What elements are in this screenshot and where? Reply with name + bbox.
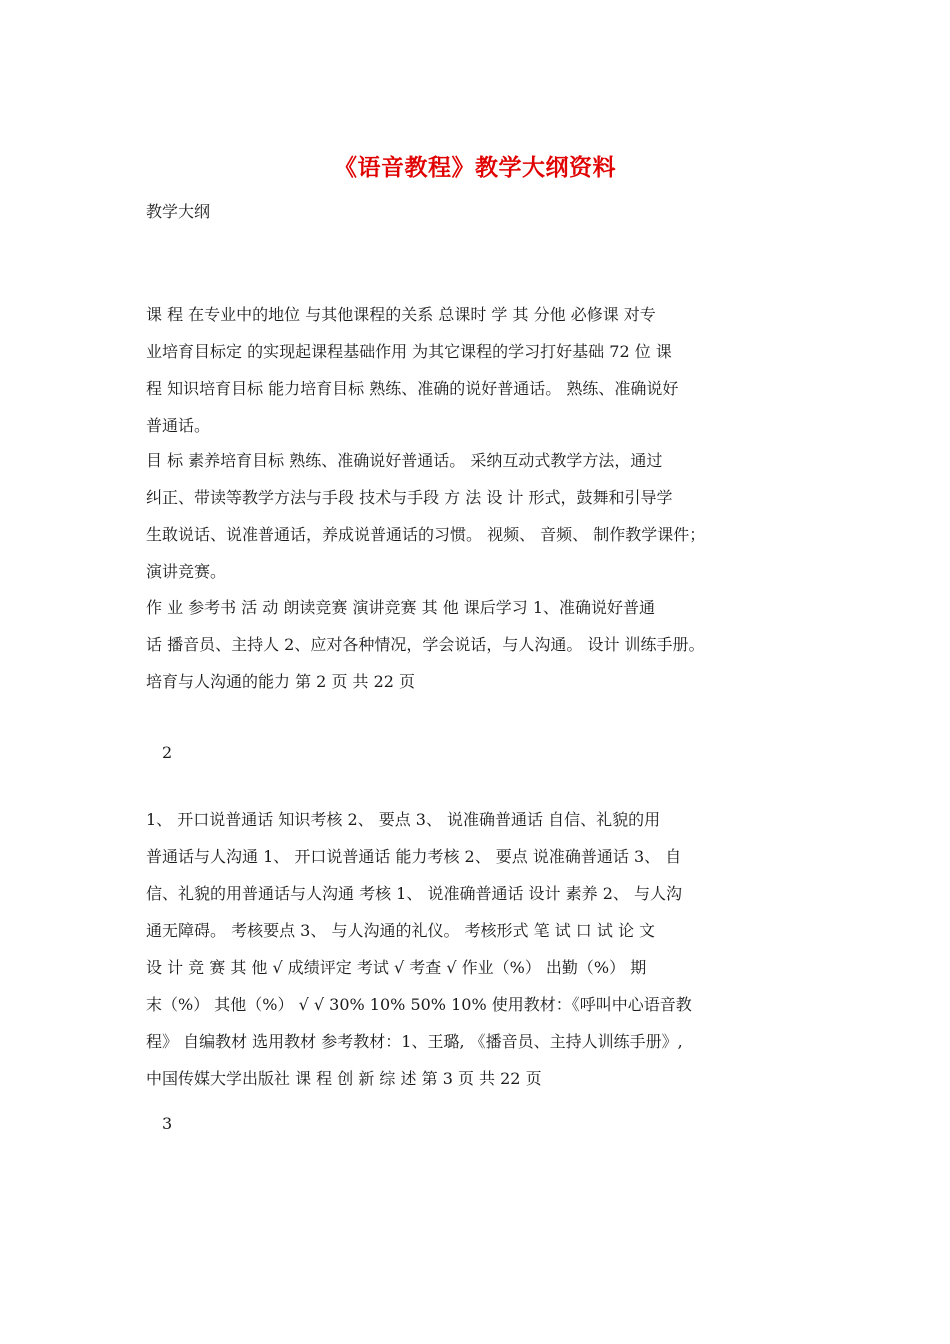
- text-line: 课 程 在专业中的地位 与其他课程的关系 总课时 学 其 分他 必修课 对专: [146, 305, 656, 324]
- page-number-mark: 3: [162, 1114, 173, 1133]
- text-line: 生敢说话、说准普通话，养成说普通话的习惯。 视频、 音频、 制作教学课件；: [146, 525, 706, 544]
- paragraph-assessment: [146, 801, 826, 1097]
- text-line: 业培育目标定 的实现起课程基础作用 为其它课程的学习打好基础 72 位 课: [146, 342, 672, 361]
- page-number-mark: 2: [162, 743, 173, 762]
- document-subtitle: 教学大纲: [146, 202, 211, 221]
- paragraph-homework-activities: [146, 589, 826, 700]
- text-line: 程 知识培育目标 能力培育目标 熟练、准确的说好普通话。 熟练、准确说好: [146, 379, 679, 398]
- text-line: 目 标 素养培育目标 熟练、准确说好普通话。 采纳互动式教学方法，通过: [146, 451, 663, 470]
- paragraph-goals-methods: [146, 442, 826, 590]
- text-line: 1、 开口说普通话 知识考核 2、 要点 3、 说准确普通话 自信、礼貌的用: [146, 810, 661, 829]
- text-line: 通无障碍。 考核要点 3、 与人沟通的礼仪。 考核形式 笔 试 口 试 论 文: [146, 921, 656, 940]
- text-line: 培育与人沟通的能力 第 2 页 共 22 页: [146, 672, 416, 691]
- text-line: 话 播音员、主持人 2、应对各种情况，学会说话，与人沟通。 设计 训练手册。: [146, 635, 705, 654]
- text-line: 演讲竞赛。: [146, 562, 227, 581]
- text-line: 中国传媒大学出版社 课 程 创 新 综 述 第 3 页 共 22 页: [146, 1069, 542, 1088]
- text-line: 信、礼貌的用普通话与人沟通 考核 1、 说准确普通话 设计 素养 2、 与人沟: [146, 884, 682, 903]
- document-title: 《语音教程》教学大纲资料: [334, 154, 616, 181]
- text-line: 普通话与人沟通 1、 开口说普通话 能力考核 2、 要点 说准确普通话 3、 自: [146, 847, 682, 866]
- text-line: 作 业 参考书 活 动 朗读竞赛 演讲竞赛 其 他 课后学习 1、准确说好普通: [146, 598, 656, 617]
- paragraph-course-position: [146, 296, 826, 444]
- text-line: 普通话。: [146, 416, 211, 435]
- text-line: 末（%） 其他（%） √ √ 30% 10% 50% 10% 使用教材：《呼叫中心语音教: [146, 995, 692, 1014]
- text-line: 纠正、带读等教学方法与手段 技术与手段 方 法 设 计 形式，鼓舞和引导学: [146, 488, 673, 507]
- text-line: 设 计 竞 赛 其 他 √ 成绩评定 考试 √ 考查 √ 作业（%） 出勤（%） 期: [146, 958, 647, 977]
- text-line: 程》 自编教材 选用教材 参考教材：1、王璐, 《播音员、主持人训练手册》,: [146, 1032, 683, 1051]
